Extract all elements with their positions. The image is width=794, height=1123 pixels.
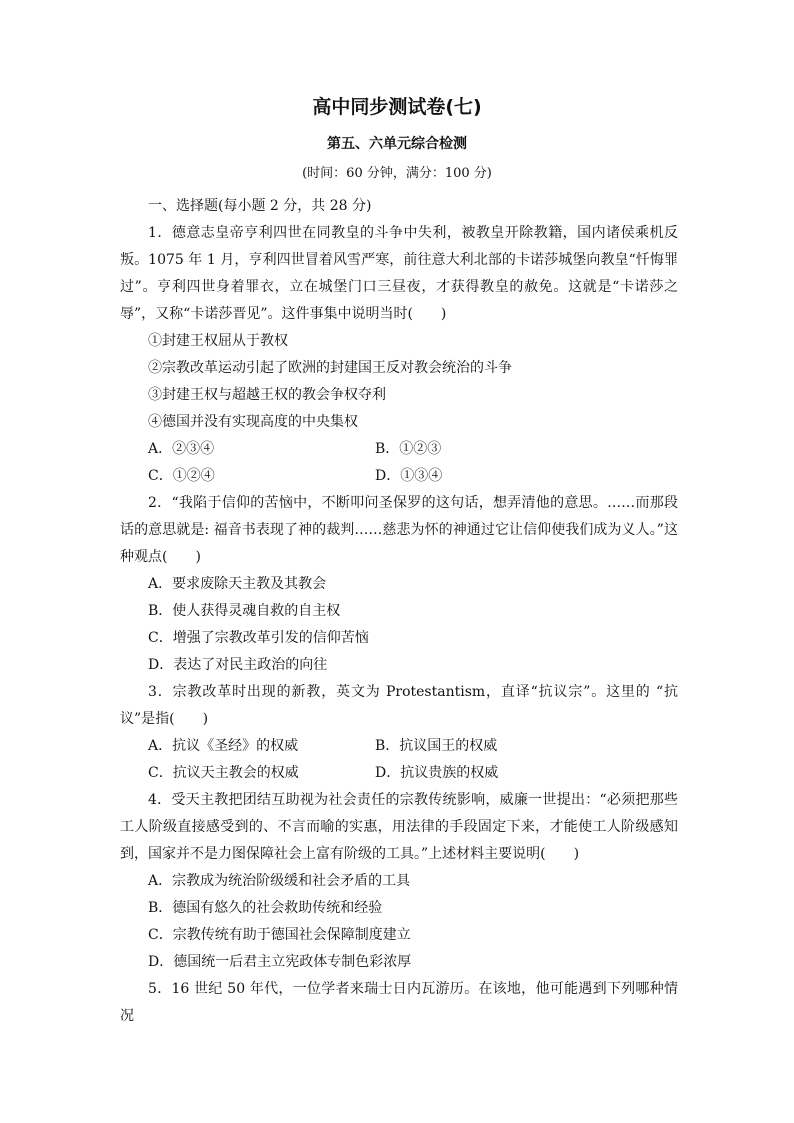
option-d: D．德国统一后君主立宪政体专制色彩浓厚: [148, 954, 412, 970]
question-3: [120, 679, 678, 787]
option-a: A．宗教成为统治阶级缓和社会矛盾的工具: [148, 873, 411, 889]
question-5: [120, 976, 678, 1030]
option-a: A．要求废除天主教及其教会: [148, 576, 327, 592]
statement-1: ①封建王权屈从于教权: [148, 333, 288, 349]
option-b: B．抗议国王的权威: [375, 738, 498, 754]
option-c: C．抗议天主教会的权威: [148, 765, 299, 781]
question-text: 5．16 世纪 50 年代，一位学者来瑞士日内瓦游历。在该地，他可能遇到下列哪种情况: [120, 981, 678, 1024]
statement-4: ④德国并没有实现高度的中央集权: [148, 414, 358, 430]
option-b: B．德国有悠久的社会救助传统和经验: [148, 900, 383, 916]
option-d: D．表达了对民主政治的向往: [148, 657, 328, 673]
question-4: [120, 787, 678, 976]
option-d: D．抗议贵族的权威: [375, 765, 499, 781]
exam-title: 高中同步测试卷(七): [312, 96, 482, 118]
question-2: [120, 490, 678, 679]
question-text: 3．宗教改革时出现的新教，英文为 Protestantism，直译“抗议宗”。这里的 “抗议”是指( ): [120, 684, 678, 727]
option-c: C．①②④: [148, 468, 215, 484]
statement-2: ②宗教改革运动引起了欧洲的封建国王反对教会统治的斗争: [148, 360, 512, 376]
option-b: B．①②③: [375, 441, 442, 457]
option-row: [120, 733, 678, 760]
option-c: C．宗教传统有助于德国社会保障制度建立: [148, 927, 411, 943]
section-heading: 一、选择题(每小题 2 分，共 28 分): [148, 198, 372, 214]
statement-3: ③封建王权与超越王权的教会争权夺利: [148, 387, 386, 403]
question-text: 2．“我陷于信仰的苦恼中，不断叩问圣保罗的这句话，想弄清他的意思。……而那段话的意思就是: 福音书表现了神的裁判……慈悲为怀的神通过它让信仰使我们成为义人。”这种观点( ): [120, 495, 678, 565]
question-1: [120, 220, 678, 490]
question-text: 1．德意志皇帝亨利四世在同教皇的斗争中失利，被教皇开除教籍，国内诸侯乘机反叛。1075 年 1 月，亨利四世冒着风雪严寒，前往意大利北部的卡诺莎城堡向教皇“忏悔罪过”。亨利四世身着罪衣，立在城堡门口三昼夜，才获得教皇的赦免。这就是“卡诺莎之辱”，又称“卡诺莎晋见”。这件事集中说明当时( ): [120, 225, 678, 322]
option-row: [120, 436, 678, 463]
question-text: 4．受天主教把团结互助视为社会责任的宗教传统影响，威廉一世提出：“必须把那些工人阶级直接感受到的、不言而喻的实惠，用法律的手段固定下来，才能使工人阶级感知到，国家并不是力图保障社会上富有阶级的工具。”上述材料主要说明( ): [120, 792, 678, 862]
option-a: A．②③④: [148, 441, 215, 457]
option-row: [120, 463, 678, 490]
option-row: [120, 760, 678, 787]
exam-content: [120, 193, 678, 1030]
option-d: D．①③④: [375, 468, 443, 484]
exam-subtitle: 第五、六单元综合检测: [327, 136, 467, 152]
option-a: A．抗议《圣经》的权威: [148, 738, 299, 754]
exam-meta: (时间：60 分钟，满分：100 分): [302, 166, 492, 181]
option-c: C．增强了宗教改革引发的信仰苦恼: [148, 630, 369, 646]
option-b: B．使人获得灵魂自救的自主权: [148, 603, 341, 619]
